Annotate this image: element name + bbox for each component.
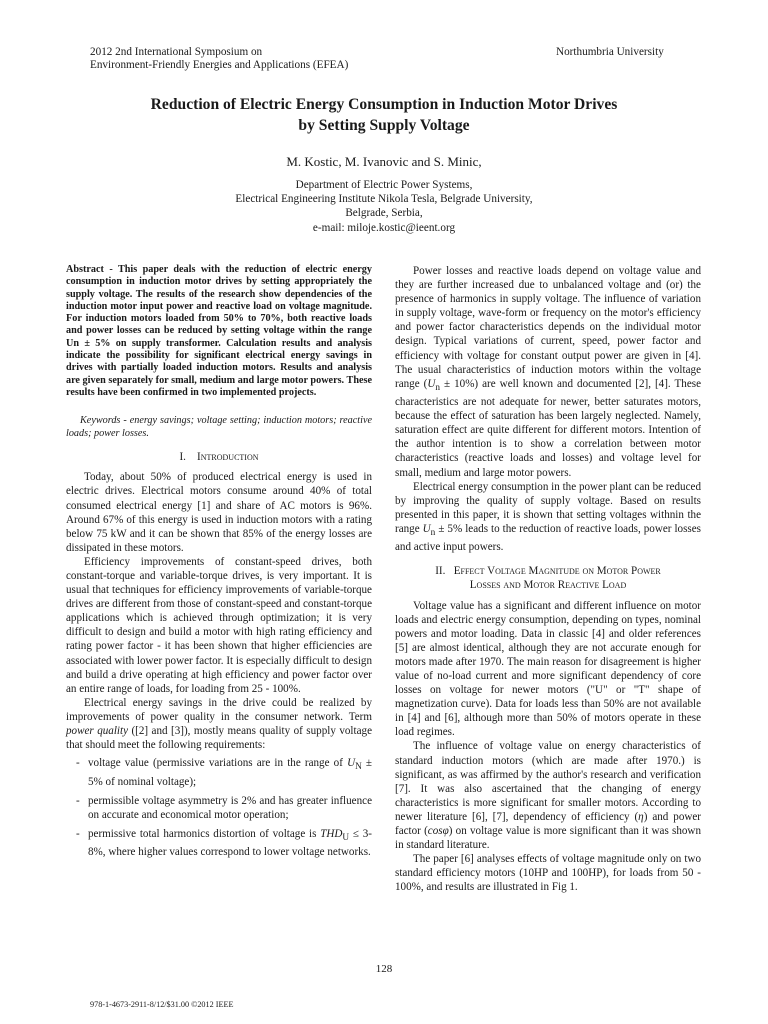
section2-paragraph-2: The influence of voltage value on energy characteristics of standard induction motors (which are made after 1970.) is significant, as was affirmed by the author's research and verification [7]. It was also ascertained that the changing of energy characteristics is more significant for smaller motors. According to newer literature [6], [7], dependency of efficiency (η) and power factor (cosφ) on voltage value is more significant than it was shown in standard literature. <box>395 740 701 852</box>
term-power-quality: power quality <box>66 725 129 738</box>
requirements-list <box>66 756 372 859</box>
keywords: Keywords - energy savings; voltage setting; induction motors; reactive loads; power losses. <box>66 415 372 439</box>
section-title-line1: Effect Voltage Magnitude on Motor Power <box>453 565 661 578</box>
title-line1: Reduction of Electric Energy Consumption in Induction Motor Drives <box>150 96 618 113</box>
section-heading-introduction <box>66 450 372 464</box>
page-number: 128 <box>375 963 393 975</box>
section-title: Introduction <box>197 451 259 464</box>
section-heading-voltage-effect <box>395 564 701 592</box>
affiliation <box>60 178 708 235</box>
right-paragraph-1: Power losses and reactive loads depend on voltage value and they are further increased due to unbalanced voltage and (or) the presence of harmonics in supply voltage. The influence of variation in supply voltage, wave-form or frequency on the motor's efficiency and power factor characteristics depends on the individual motor design. Typical variations of current, speed, power factor and efficiency with voltage for constant output power are given in [4]. The usual characteristics of induction motors within the voltage range $(U_n \pm 10\%)$ are well known and documented [2], [4]. These characteristics are not adequate for newer, better saturates motors, because the effect of saturation has been largely neglected. Namely, saturation effect are quite different for different motors. Intention of the author intention is to show a correlation between motor characteristics (reactive loads and losses) and voltage level for small, medium and large motor powers. <box>395 265 701 479</box>
affiliation-line1: Department of Electric Power Systems, <box>295 179 473 191</box>
authors: M. Kostic, M. Ivanovic and S. Minic, <box>286 154 482 169</box>
list-item: - permissive total harmonics distortion of voltage is $THD_U \le 3-8\%$, where higher values correspond to lower voltage networks. <box>76 827 372 859</box>
venue: Northumbria University <box>556 46 664 58</box>
conference-name-line2: Environment-Friendly Energies and Applications (EFEA) <box>90 59 349 71</box>
left-column <box>66 264 372 864</box>
section-title-line2: Losses and Motor Reactive Load <box>469 579 627 592</box>
list-item: - permissible voltage asymmetry is 2% and has greater influence on accurate and economical motor operation; <box>76 794 372 822</box>
copyright-notice: 978-1-4673-2911-8/12/$31.00 ©2012 IEEE <box>90 1000 234 1009</box>
section-number: I. <box>179 451 186 464</box>
intro-paragraph-3: Electrical energy savings in the drive could be realized by improvements of power quality in the consumer network. Term power quality ([2] and [3]), mostly means quality of supply voltage that should meet the following requirements: <box>66 696 372 752</box>
section2-paragraph-1: Voltage value has a significant and different influence on motor loads and electric energy consumption, depending on types, nominal powers and motor loading. Data in classic [4] and older references [5] are almost identical, although they are not accurate enough for motors made after 1970. The main reason for disagreement is higher value of no-load current and more significant dependency of core losses on voltage for newer motors ("U" or "T" shape of magnetization curve). Data for loads less than 50% are not available in [4] and [6], although more than 50% of motors operate in these load regimes. <box>395 599 701 739</box>
intro-paragraph-2: Efficiency improvements of constant-speed drives, both constant-torque and variable-torque drives, is very important. It is usual that techniques for efficiency improvements of variable-torque drives are different from those of constant-speed and constant-torque applications which is achieved through optimization; it is very difficult to design and build a motor with high rating efficiency and rating power factor - it has been shown that higher efficiencies are associated with lower power factor. It is especially difficult to design and build a drive operating at high efficiency and power factor over an entire range of loads, for loading from 25 - 100%. <box>66 555 372 695</box>
intro-paragraph-1: Today, about 50% of produced electrical energy is used in electric drives. Electrical motors consume around 40% of total consumed electrical energy [1] and share of AC motors is 96%. Around 67% of this energy is used in induction motors with a rating below 75 kW and it can be shown that 85% of the energy losses are dissipated in these motors. <box>66 471 372 554</box>
section2-paragraph-3: The paper [6] analyses effects of voltage magnitude only on two standard efficiency motors (10HP and 100HP), for loads from 50 - 100%, and results are illustrated in Fig 1. <box>395 853 701 894</box>
right-paragraph-2: Electrical energy consumption in the power plant can be reduced by improving the quality of supply voltage. Based on results presented in this paper, it is shown that setting voltages withnin the range $U_n \pm 5\%$ leads to the reduction of reactive loads, power losses and active input powers. <box>395 480 701 554</box>
abstract: Abstract - This paper deals with the reduction of electric energy consumption in induction motor drives by setting appropriately the supply voltage. The results of the research show dependencies of the induction motor input power and reactive load on voltage magnitude. For induction motors loaded from 50% to 70%, both reactive loads and power losses can be reduced by setting voltage within the range Un ± 5% on supply transformer. Calculation results and analysis indicate the possibility for significant electrical energy savings in drives with partially loaded induction motors. Results and analysis are given separately for small, medium and large motor powers. These results have been confirmed in two implemented projects. <box>66 264 372 398</box>
affiliation-line3: Belgrade, Serbia, <box>345 207 423 220</box>
conference-header <box>90 46 348 72</box>
affiliation-line2: Electrical Engineering Institute Nikola Tesla, Belgrade University, <box>235 193 533 206</box>
section-number: II. <box>435 565 446 578</box>
title-line2: by Setting Supply Voltage <box>298 117 470 134</box>
list-item: - voltage value (permissive variations are in the range of $U_N \pm 5\%$ of nominal voltage); <box>76 756 372 788</box>
affiliation-email: e-mail: miloje.kostic@ieent.org <box>312 221 456 234</box>
right-column <box>395 264 701 894</box>
paper-title <box>60 94 708 136</box>
conference-name-line1: 2012 2nd International Symposium on <box>90 46 263 58</box>
